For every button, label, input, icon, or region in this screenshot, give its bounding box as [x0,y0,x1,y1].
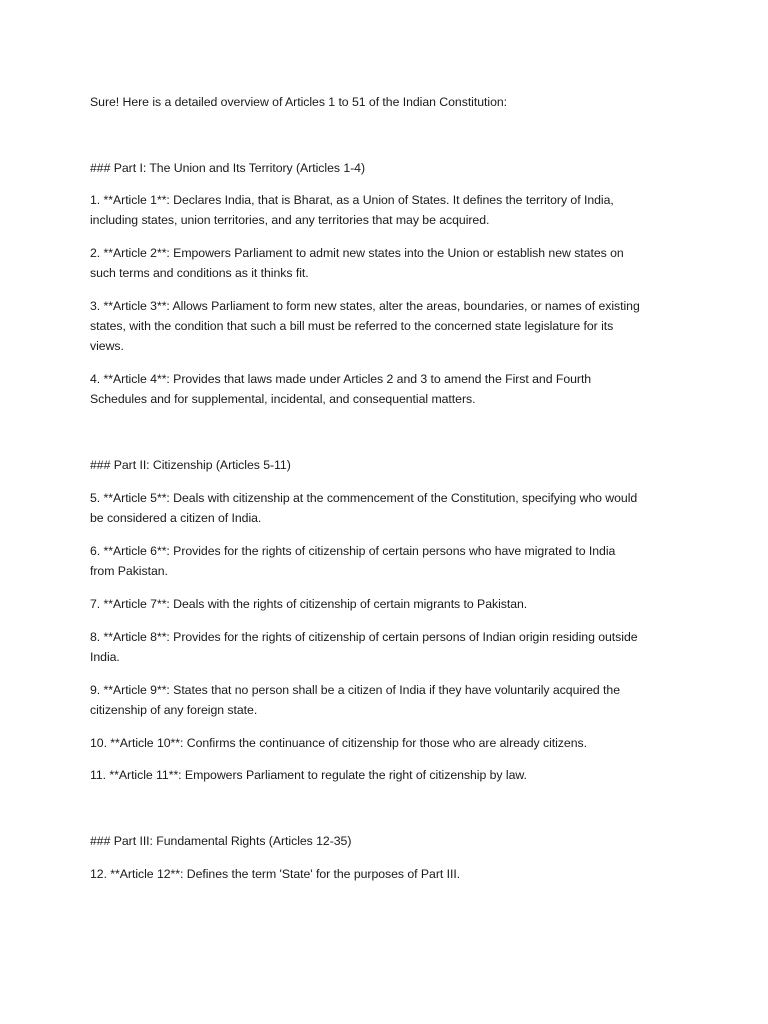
article-1-line-1: 1. **Article 1**: Declares India, that is Bharat, as a Union of States. It defines the territory of India, [90,193,614,207]
article-1-line-2: including states, union territories, and any territories that may be acquired. [90,213,490,227]
article-2-line-2: such terms and conditions as it thinks fit. [90,266,309,280]
article-4-line-1: 4. **Article 4**: Provides that laws made under Articles 2 and 3 to amend the First and Fourth [90,372,592,386]
article-3-line-3: views. [90,339,124,353]
article-11-line-1: 11. **Article 11**: Empowers Parliament to regulate the right of citizenship by law. [90,768,527,782]
article-4-line-2: Schedules and for supplemental, incidental, and consequential matters. [90,392,476,406]
article-6-line-2: from Pakistan. [90,564,168,578]
article-9-line-2: citizenship of any foreign state. [90,703,258,717]
part3-heading: ### Part III: Fundamental Rights (Articles 12-35) [90,834,352,848]
part1-heading: ### Part I: The Union and Its Territory (Articles 1-4) [90,161,366,175]
article-5-line-1: 5. **Article 5**: Deals with citizenship at the commencement of the Constitution, specifying who would [90,491,638,505]
article-8-line-2: India. [90,650,120,664]
article-6-line-1: 6. **Article 6**: Provides for the rights of citizenship of certain persons who have migrated to India [90,544,616,558]
article-5-line-2: be considered a citizen of India. [90,511,262,525]
article-12-line-1: 12. **Article 12**: Defines the term 'State' for the purposes of Part III. [90,867,461,881]
intro-text: Sure! Here is a detailed overview of Articles 1 to 51 of the Indian Constitution: [90,95,508,109]
article-7-line-1: 7. **Article 7**: Deals with the rights of citizenship of certain migrants to Pakistan. [90,597,528,611]
article-3-line-1: 3. **Article 3**: Allows Parliament to form new states, alter the areas, boundaries, or names of existing [90,299,640,313]
article-2-line-1: 2. **Article 2**: Empowers Parliament to admit new states into the Union or establish new states on [90,246,624,260]
part2-heading: ### Part II: Citizenship (Articles 5-11) [90,458,291,472]
article-8-line-1: 8. **Article 8**: Provides for the rights of citizenship of certain persons of Indian origin residing outside [90,630,638,644]
article-3-line-2: states, with the condition that such a bill must be referred to the concerned state legislature for its [90,319,614,333]
article-10-line-1: 10. **Article 10**: Confirms the continuance of citizenship for those who are already citizens. [90,736,587,750]
article-9-line-1: 9. **Article 9**: States that no person shall be a citizen of India if they have voluntarily acquired the [90,683,620,697]
